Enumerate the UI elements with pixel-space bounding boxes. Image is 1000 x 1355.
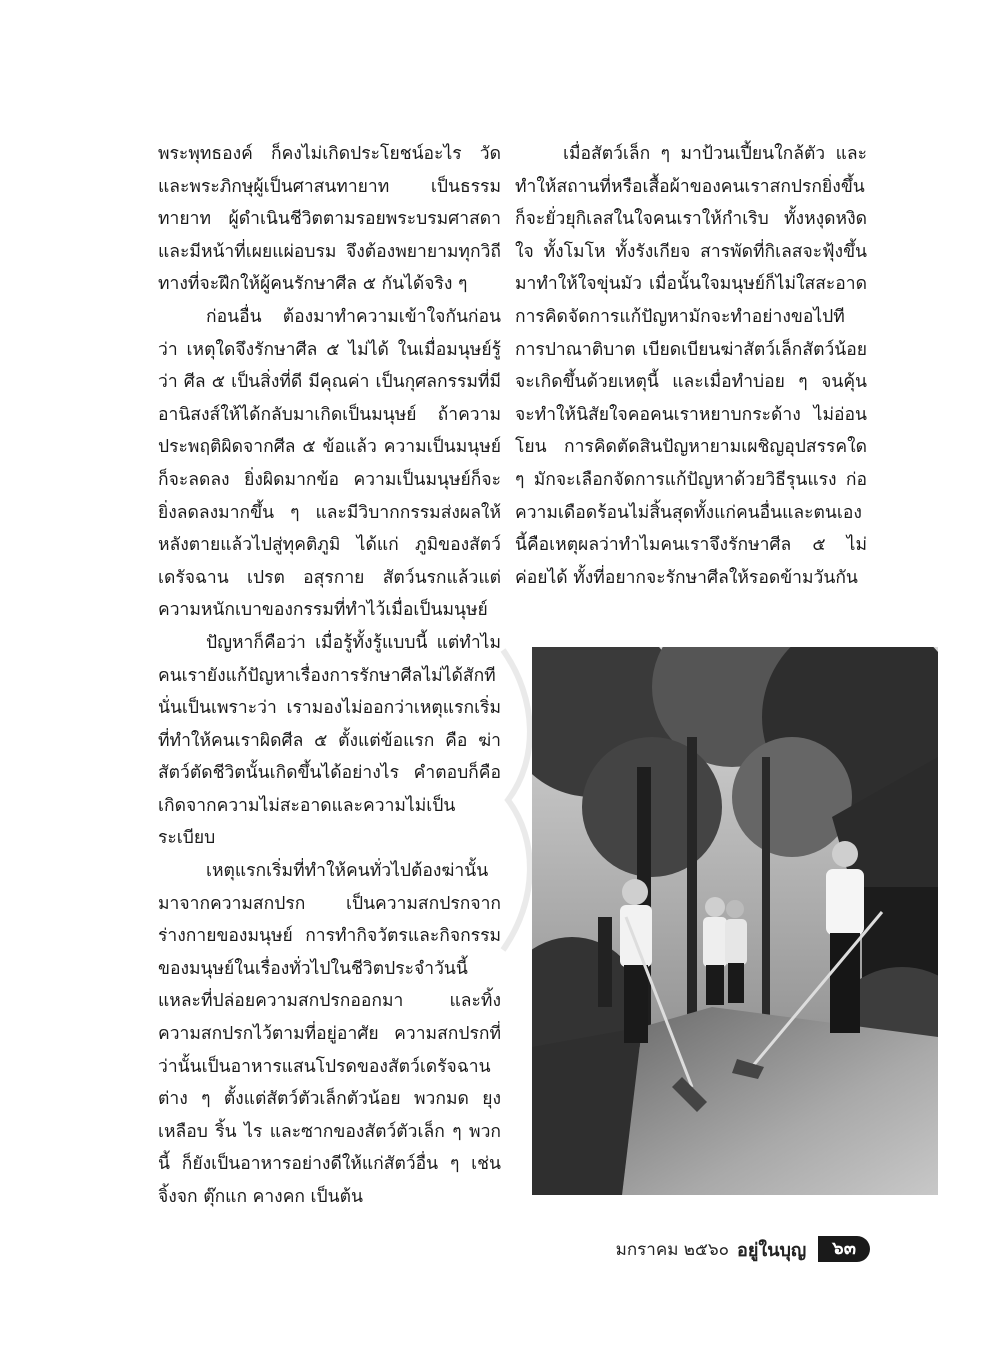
magazine-title: อยู่ในบุญ	[737, 1239, 807, 1261]
photo-monks-sweeping	[532, 647, 938, 1195]
paragraph: พระพุทธองค์ ก็คงไม่เกิดประโยชน์อะไร วัดและพระภิกษุผู้เป็นศาสนทายาท เป็นธรรมทายาท ผู้ดำเนินชีวิตตามรอยพระบรมศาสดาและมีหน้าที่เผยแผ่อบรม จึงต้องพยายามทุกวิถีทางที่จะฝึกให้ผู้คนรักษาศีล ๕ กันได้จริง ๆ	[158, 144, 501, 295]
left-text-column	[158, 138, 501, 1214]
paragraph: เมื่อสัตว์เล็ก ๆ มาป้วนเปี้ยนใกล้ตัว และทำให้สถานที่หรือเสื้อผ้าของคนเราสกปรกยิ่งขึ้น ก็จะยั่วยุกิเลสในใจคนเราให้กำเริบ ทั้งหงุดหงิดใจ ทั้งโมโห ทั้งรังเกียจ สารพัดที่กิเลสจะฟุ้งขึ้นมาทำให้ใจขุ่นมัว เมื่อนั้นใจมนุษย์ก็ไม่ใสสะอาด การคิดจัดการแก้ปัญหามักจะทำอย่างขอไปที การปาณาติบาต เบียดเบียนฆ่าสัตว์เล็กสัตว์น้อยจะเกิดขึ้นด้วยเหตุนี้ และเมื่อทำบ่อย ๆ จนคุ้น จะทำให้นิสัยใจคอคนเราหยาบกระด้าง ไม่อ่อนโยน การคิดตัดสินปัญหายามเผชิญอุปสรรคใด ๆ มักจะเลือกจัดการแก้ปัญหาด้วยวิธีรุนแรง ก่อความเดือดร้อนไม่สิ้นสุดทั้งแก่คนอื่นและตนเอง นี้คือเหตุผลว่าทำไมคนเราจึงรักษาศีล ๕ ไม่ค่อยได้ ทั้งที่อยากจะรักษาศีลให้รอดข้ามวันกัน	[515, 144, 867, 588]
page-number: ๖๓	[818, 1236, 870, 1262]
issue-date: มกราคม ๒๕๖๐	[615, 1239, 730, 1260]
page-footer	[560, 1235, 870, 1263]
paragraph: เหตุแรกเริ่มที่ทำให้คนทั่วไปต้องฆ่านั้นมาจากความสกปรก เป็นความสกปรกจากร่างกายของมนุษย์ การทำกิจวัตรและกิจกรรมของมนุษย์ในเรื่องทั่วไปในชีวิตประจำวันนี้แหละที่ปล่อยความสกปรกออกมา และทิ้งความสกปรกไว้ตามที่อยู่อาศัย ความสกปรกที่ว่านั้นเป็นอาหารแสนโปรดของสัตว์เดรัจฉานต่าง ๆ ตั้งแต่สัตว์ตัวเล็กตัวน้อย พวกมด ยุง เหลือบ ริ้น ไร และซากของสัตว์ตัวเล็ก ๆ พวกนี้ ก็ยังเป็นอาหารอย่างดีให้แก่สัตว์อื่น ๆ เช่น จิ้งจก ตุ๊กแก คางคก เป็นต้น	[158, 861, 501, 1207]
paragraph: ปัญหาก็คือว่า เมื่อรู้ทั้งรู้แบบนี้ แต่ทำไมคนเรายังแก้ปัญหาเรื่องการรักษาศีลไม่ได้สักทีนั่นเป็นเพราะว่า เรามองไม่ออกว่าเหตุแรกเริ่มที่ทำให้คนเราผิดศีล ๕ ตั้งแต่ข้อแรก คือ ฆ่าสัตว์ตัดชีวิตนั้นเกิดขึ้นได้อย่างไร คำตอบก็คือเกิดจากความไม่สะอาดและความไม่เป็นระเบียบ	[158, 632, 501, 849]
right-text-column	[515, 138, 867, 594]
paragraph: ก่อนอื่น ต้องมาทำความเข้าใจกันก่อนว่า เหตุใดจึงรักษาศีล ๕ ไม่ได้ ในเมื่อมนุษย์รู้ว่า ศีล ๕ เป็นสิ่งที่ดี มีคุณค่า เป็นกุศลกรรมที่มีอานิสงส์ให้ได้กลับมาเกิดเป็นมนุษย์ ถ้าความประพฤติผิดจากศีล ๕ ข้อแล้ว ความเป็นมนุษย์ก็จะลดลง ยิ่งผิดมากข้อ ความเป็นมนุษย์ก็จะยิ่งลดลงมากขึ้น ๆ และมีวิบากกรรมส่งผลให้หลังตายแล้วไปสู่ทุคติภูมิ ได้แก่ ภูมิของสัตว์เดรัจฉาน เปรต อสุรกาย สัตว์นรกแล้วแต่ความหนักเบาของกรรมที่ทำไว้เมื่อเป็นมนุษย์	[158, 306, 501, 621]
